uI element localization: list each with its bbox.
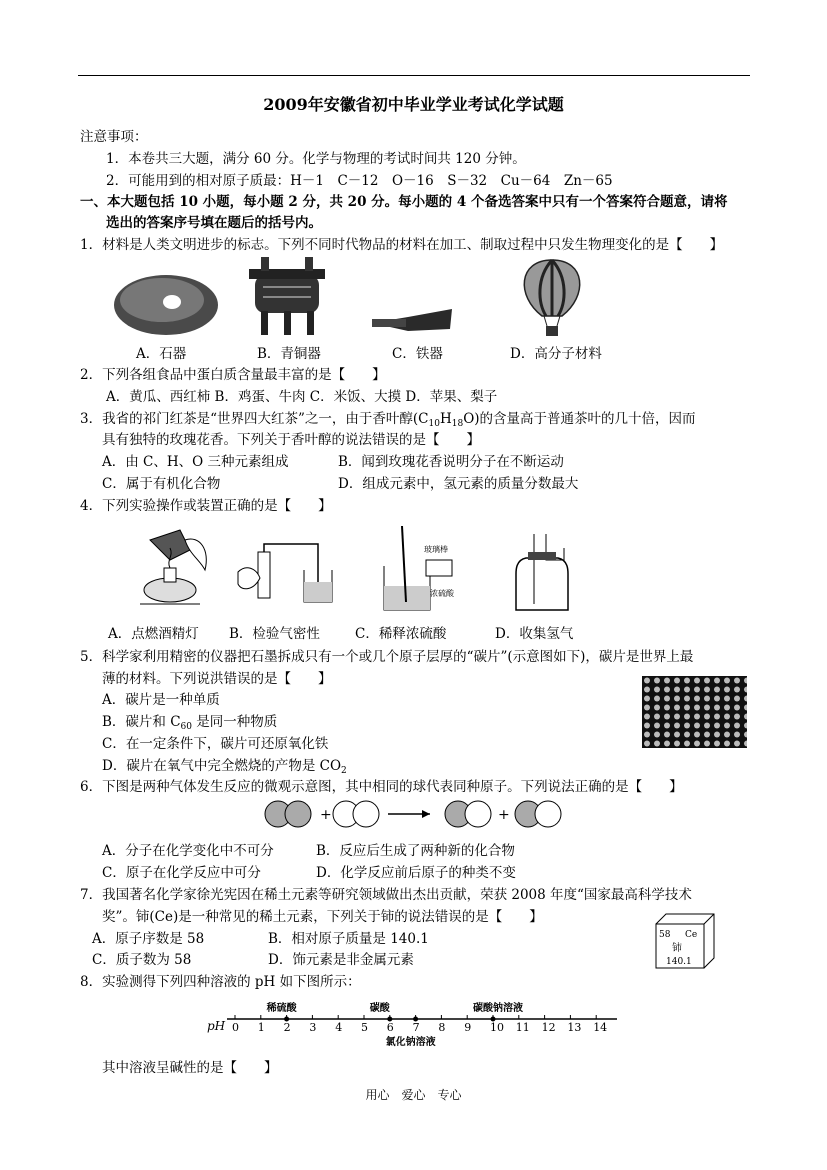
element-symbol: Ce xyxy=(685,930,698,940)
iron-tool-image xyxy=(368,305,456,337)
ph-tick-label: 14 xyxy=(593,1021,608,1034)
q5-option-c: C．在一定条件下，碳片可还原氧化铁 xyxy=(102,736,329,752)
q7-stem-cont: 奖”。铈(Ce)是一种常见的稀土元素，下列关于铈的说法错误的是【 】 xyxy=(102,909,543,925)
q6-option-a: A．分子在化学变化中不可分 xyxy=(102,843,274,859)
q7-option-a: A．原子序数是 58 xyxy=(92,931,205,947)
reaction-diagram xyxy=(262,797,572,831)
ph-marker-label: 碳酸钠溶液 xyxy=(473,1003,523,1014)
section1-instructions: 一、本大题包括 10 小题，每小题 2 分，共 20 分。每小题的 4 个备选答案中只有一个答案符合题意，请将 xyxy=(80,194,728,210)
q5-stem-cont: 薄的材料。下列说洪错误的是【 】 xyxy=(102,671,332,687)
ph-marker-label: 碳酸 xyxy=(369,1003,390,1014)
stone-tool-image xyxy=(112,272,220,338)
cerium-element-tile xyxy=(652,910,716,972)
q4-option-c: C．稀释浓硫酸 xyxy=(355,626,447,642)
q1-option-a: A．石器 xyxy=(136,346,187,362)
q5-option-b: B．碳片和 $C_{60}$ 是同一种物质 xyxy=(102,714,278,732)
ph-marker xyxy=(284,1017,289,1022)
q3-stem-cont: 具有独特的玫瑰花香。下列关于香叶醇的说法错误的是【 】 xyxy=(102,432,480,448)
ph-tick-label: 7 xyxy=(412,1021,420,1034)
graphene-image xyxy=(642,676,747,748)
q5-option-a: A．碳片是一种单质 xyxy=(102,692,220,708)
ph-tick-label: 1 xyxy=(257,1021,265,1034)
q5-stem: 5．科学家利用精密的仪器把石墨拆成只有一个或几个原子层厚的“碳片”(示意图如下)，碳片是世界上最 xyxy=(80,649,694,665)
q2-stem: 2．下列各组食品中蛋白质含量最丰富的是【 】 xyxy=(80,367,386,383)
bronze-vessel-image xyxy=(245,255,329,339)
q3-option-d: D．组成元素中，氢元素的质量分数最大 xyxy=(338,476,579,492)
plus-sign-2: + xyxy=(498,807,510,823)
element-name: 铈 xyxy=(672,943,682,954)
gas-bottle-image xyxy=(512,530,572,614)
q4-option-a: A．点燃酒精灯 xyxy=(108,626,199,642)
airtightness-check-image xyxy=(232,538,337,610)
q2-options: A．黄瓜、西红柿 B．鸡蛋、牛肉 C．米饭、大摸 D．苹果、梨子 xyxy=(106,389,498,405)
ph-tick-label: 10 xyxy=(490,1021,504,1034)
ph-tick-label: 6 xyxy=(386,1021,394,1034)
q1-option-c: C．铁器 xyxy=(392,346,443,362)
ph-tick-label: 13 xyxy=(567,1021,582,1034)
ph-tick-label: 9 xyxy=(464,1021,472,1034)
q4-option-b: B．检验气密性 xyxy=(229,626,320,642)
q3-option-b: B．闻到玫瑰花香说明分子在不断运动 xyxy=(338,454,564,470)
q3-option-c: C．属于有机化合物 xyxy=(102,476,221,492)
plus-sign: + xyxy=(320,807,332,823)
q4-stem: 4．下列实验操作或装置正确的是【 】 xyxy=(80,498,332,514)
alcohol-lamp-image xyxy=(130,520,220,610)
q1-option-d: D．高分子材料 xyxy=(510,346,602,362)
q6-stem: 6．下图是两种气体发生反应的微观示意图，其中相同的球代表同种原子。下列说法正确的是【 】 xyxy=(80,779,683,795)
ph-marker xyxy=(491,1017,496,1022)
ph-scale xyxy=(205,992,625,1048)
atomic-number: 58 xyxy=(659,930,671,940)
ph-marker xyxy=(413,1017,418,1022)
q7-option-c: C．质子数为 58 xyxy=(92,952,192,968)
q7-option-b: B．相对原子质量是 140.1 xyxy=(268,931,429,947)
q3-stem: 3．我省的祁门红茶是“世界四大红茶”之一，由于香叶醇$(C_{10}H_{18}O)$的含量高于普通茶叶的几十倍，因而 xyxy=(80,411,696,429)
ph-tick-label: 11 xyxy=(515,1021,530,1034)
q6-option-c: C．原子在化学反应中可分 xyxy=(102,865,261,881)
q4-option-d: D．收集氢气 xyxy=(495,626,574,642)
q8-stem: 8．实验测得下列四种溶液的 pH 如下图所示： xyxy=(80,974,361,990)
q6-option-d: D．化学反应前后原子的种类不变 xyxy=(316,865,516,881)
ph-tick-label: 12 xyxy=(541,1021,556,1034)
page-title: 2009年安徽省初中毕业学业考试化学试题 xyxy=(263,95,564,114)
ph-tick-label: 8 xyxy=(438,1021,446,1034)
glass-rod-label: 玻璃棒 xyxy=(424,545,448,554)
ph-tick-label: 2 xyxy=(283,1021,291,1034)
q5-option-d: D．碳片在氧气中完全燃烧的产物是 $CO_2$ xyxy=(102,758,347,776)
q8-question: 其中溶液呈碱性的是【 】 xyxy=(102,1060,278,1076)
ph-tick-label: 5 xyxy=(361,1021,368,1034)
ph-axis-label: pH xyxy=(207,1019,226,1033)
q6-option-b: B．反应后生成了两种新的化合物 xyxy=(316,843,515,859)
acid-label: 浓硫酸 xyxy=(430,589,454,598)
notice-label: 注意事项： xyxy=(80,129,148,145)
note-2: 2．可能用到的相对原子质最：H－1 C－12 O－16 S－32 Cu－64 Zn－65 xyxy=(106,173,613,189)
ph-marker-label: 稀硫酸 xyxy=(266,1003,297,1014)
q1-option-b: B．青铜器 xyxy=(257,346,321,362)
atomic-mass: 140.1 xyxy=(666,957,692,967)
hot-air-balloon-image xyxy=(516,258,588,340)
q7-stem: 7．我国著名化学家徐光宪因在稀土元素等研究领域做出杰出贡献，荣获 2008 年度“国家最高科学技术 xyxy=(80,887,692,903)
section1-instructions-cont: 选出的答案序号填在题后的括号内。 xyxy=(106,215,322,231)
ph-tick-label: 4 xyxy=(335,1021,343,1034)
ph-marker xyxy=(387,1017,392,1022)
dilute-acid-image xyxy=(372,522,464,614)
ph-tick-label: 0 xyxy=(232,1021,239,1034)
ph-marker-label: 氯化钠溶液 xyxy=(385,1037,436,1048)
note-1: 1．本卷共三大题，满分 60 分。化学与物理的考试时间共 120 分钟。 xyxy=(106,151,526,167)
q7-option-d: D．饰元素是非金属元素 xyxy=(268,952,414,968)
ph-tick-label: 3 xyxy=(309,1021,317,1034)
q3-option-a: A．由 C、H、O 三种元素组成 xyxy=(102,454,289,470)
top-rule xyxy=(78,75,750,76)
q1-stem: 1．材料是人类文明进步的标志。下列不同时代物品的材料在加工、制取过程中只发生物理变化的是【 】 xyxy=(80,237,724,253)
page-footer: 用心 爱心 专心 xyxy=(365,1088,462,1102)
